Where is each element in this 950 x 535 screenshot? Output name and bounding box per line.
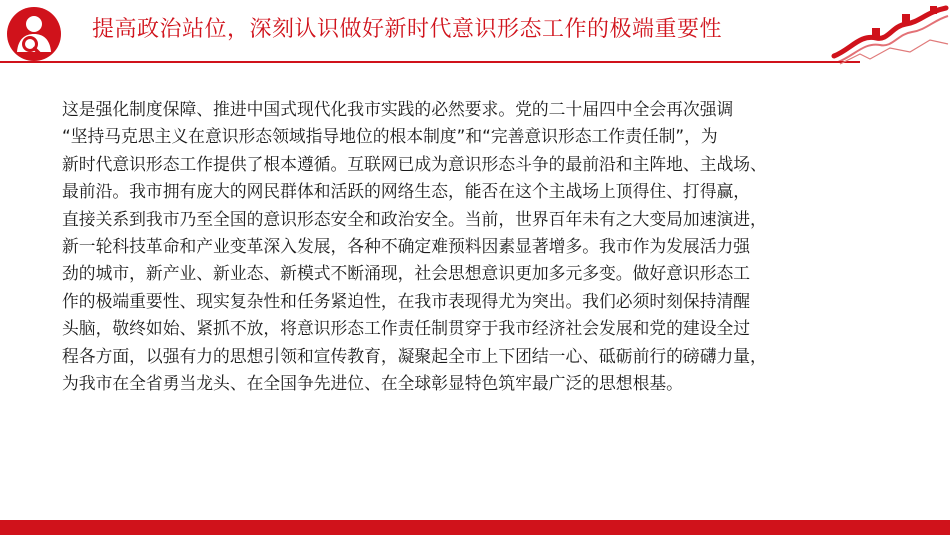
text-line: 程各方面，以强有力的思想引领和宣传教育，凝聚起全市上下团结一心、砥砺前行的磅礴力量， [62, 345, 767, 366]
text-line: 头脑，敬终如始、紧抓不放，将意识形态工作责任制贯穿于我市经济社会发展和党的建设全过 [62, 318, 751, 339]
text-line: 新时代意识形态工作提供了根本遵循。互联网已成为意识形态斗争的最前沿和主阵地、主战场、 [62, 153, 767, 174]
great-wall-decoration [830, 4, 950, 66]
text-line: 新一轮科技革命和产业变革深入发展，各种不确定难预料因素显著增多。我市作为发展活力强 [62, 236, 751, 257]
text-line: “坚持马克思主义在意识形态领域指导地位的根本制度”和“完善意识形态工作责任制”，为 [62, 126, 718, 147]
text-line: 为我市在全省勇当龙头、在全国争先进位、在全球彰显特色筑牢最广泛的思想根基。 [62, 373, 683, 394]
person-search-icon [6, 6, 62, 62]
body-paragraph [62, 96, 902, 397]
text-line: 这是强化制度保障、推进中国式现代化我市实践的必然要求。党的二十届四中全会再次强调 [62, 99, 734, 119]
text-line: 直接关系到我市乃至全国的意识形态安全和政治安全。当前，世界百年未有之大变局加速演进， [62, 208, 767, 229]
slide-header [0, 0, 950, 70]
text-line: 作的极端重要性、现实复杂性和任务紧迫性，在我市表现得尤为突出。我们必须时刻保持清醒 [62, 290, 751, 311]
text-line: 劲的城市，新产业、新业态、新模式不断涌现，社会思想意识更加多元多变。做好意识形态工 [62, 263, 751, 284]
slide-title: 提高政治站位，深刻认识做好新时代意识形态工作的极端重要性 [92, 17, 723, 42]
footer-bar [0, 520, 950, 535]
text-line: 最前沿。我市拥有庞大的网民群体和活跃的网络生态，能否在这个主战场上顶得住、打得赢， [62, 181, 751, 202]
header-divider [0, 61, 860, 63]
